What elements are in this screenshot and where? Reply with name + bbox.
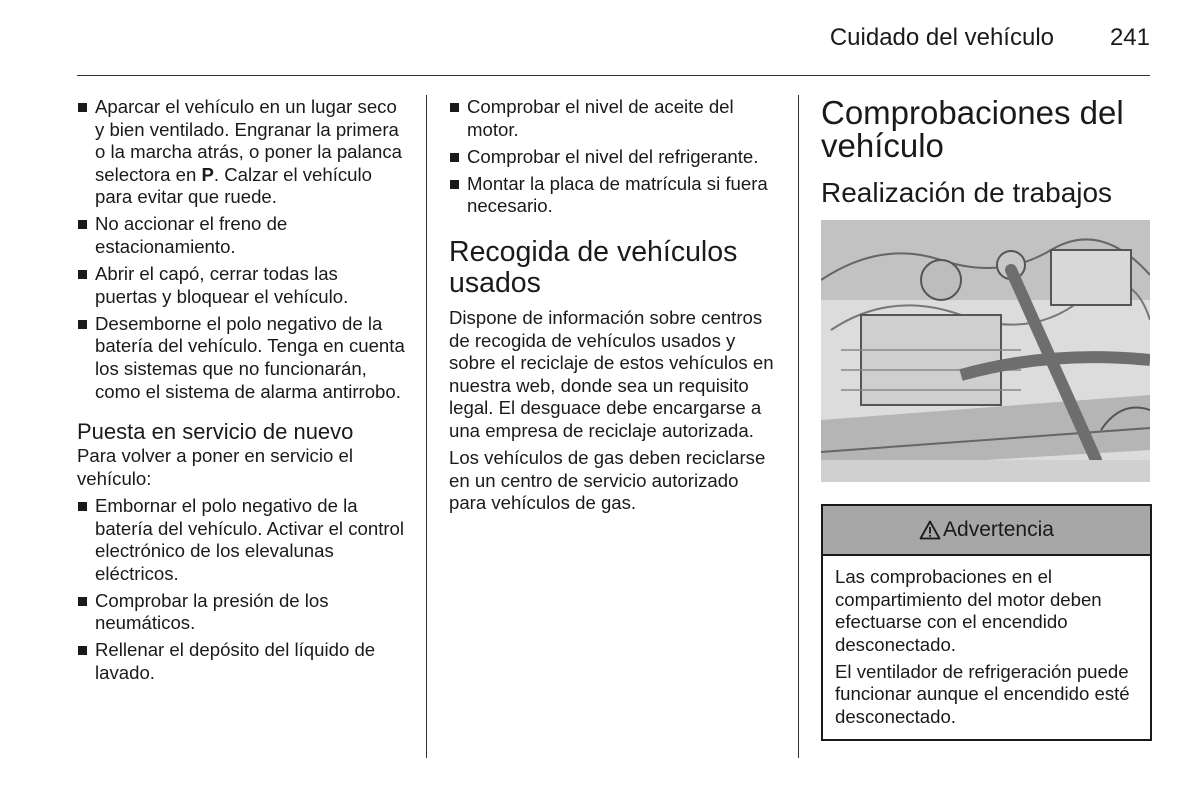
gear-p-label: P [201, 163, 214, 185]
list-item: Montar la placa de matrícula si fuera necesario. [449, 173, 779, 218]
chapter-title: Comprobaciones del vehículo [821, 94, 1124, 164]
header-rule [77, 75, 1150, 76]
list-item: Desemborne el polo negativo de la batería del vehículo. Tenga en cuenta los sistemas que no funcionarán, como el sistema de alarma antirrobo. [77, 313, 405, 403]
column-right [821, 96, 1151, 741]
engine-compartment-illustration [821, 220, 1150, 482]
list-item: No accionar el freno de estacionamiento. [77, 213, 405, 258]
list-item: Abrir el capó, cerrar todas las puertas y bloquear el vehículo. [77, 263, 405, 308]
section-subtitle: Realización de trabajos [821, 177, 1113, 208]
warning-box [821, 504, 1152, 741]
list-item: Comprobar la presión de los neumáticos. [77, 590, 405, 635]
recommission-steps-list [77, 495, 405, 685]
section-title: Cuidado del vehículo [829, 24, 1054, 51]
list-item: Embornar el polo negativo de la batería del vehículo. Activar el control electrónico de los elevalunas eléctricos. [77, 495, 405, 585]
column-middle [449, 96, 779, 519]
check-steps-list [449, 96, 779, 218]
storage-steps-list [77, 96, 405, 403]
warning-header [823, 506, 1150, 556]
recommission-intro: Para volver a poner en servicio el vehículo: [77, 445, 353, 489]
page-header [0, 24, 1150, 58]
column-left [77, 96, 405, 689]
warning-paragraph-2: El ventilador de refrigeración puede funcionar aunque el encendido esté desconectado. [835, 660, 1130, 728]
warning-body [823, 556, 1150, 739]
recycling-paragraph-1: Dispone de información sobre centros de recogida de vehículos usados y sobre el reciclaje de estos vehículos en nuestra web, donde sea un requisito legal. El desguace debe encargarse a una empresa de reciclaje autorizada. [449, 306, 774, 441]
warning-triangle-icon [919, 520, 941, 540]
heading-vehicle-recycling: Recogida de vehículos usados [449, 235, 738, 299]
list-item: Comprobar el nivel del refrigerante. [449, 146, 779, 169]
list-item: Aparcar el vehículo en un lugar seco y bien ventilado. Engranar la primera o la marcha atrás, o poner la palanca selectora en P. Calzar el vehículo para evitar que ruede. [77, 96, 405, 209]
column-divider-2 [798, 95, 799, 758]
column-divider-1 [426, 95, 427, 758]
warning-label: Advertencia [943, 517, 1054, 541]
list-item: Comprobar el nivel de aceite del motor. [449, 96, 779, 141]
list-item: Rellenar el depósito del líquido de lavado. [77, 639, 405, 684]
recycling-paragraph-2: Los vehículos de gas deben reciclarse en un centro de servicio autorizado para vehículos de gas. [449, 447, 766, 514]
subheading-recommission: Puesta en servicio de nuevo [77, 419, 354, 445]
page-number: 241 [1109, 24, 1150, 51]
warning-paragraph-1: Las comprobaciones en el compartimiento del motor deben efectuarse con el encendido desconectado. [835, 566, 1102, 655]
